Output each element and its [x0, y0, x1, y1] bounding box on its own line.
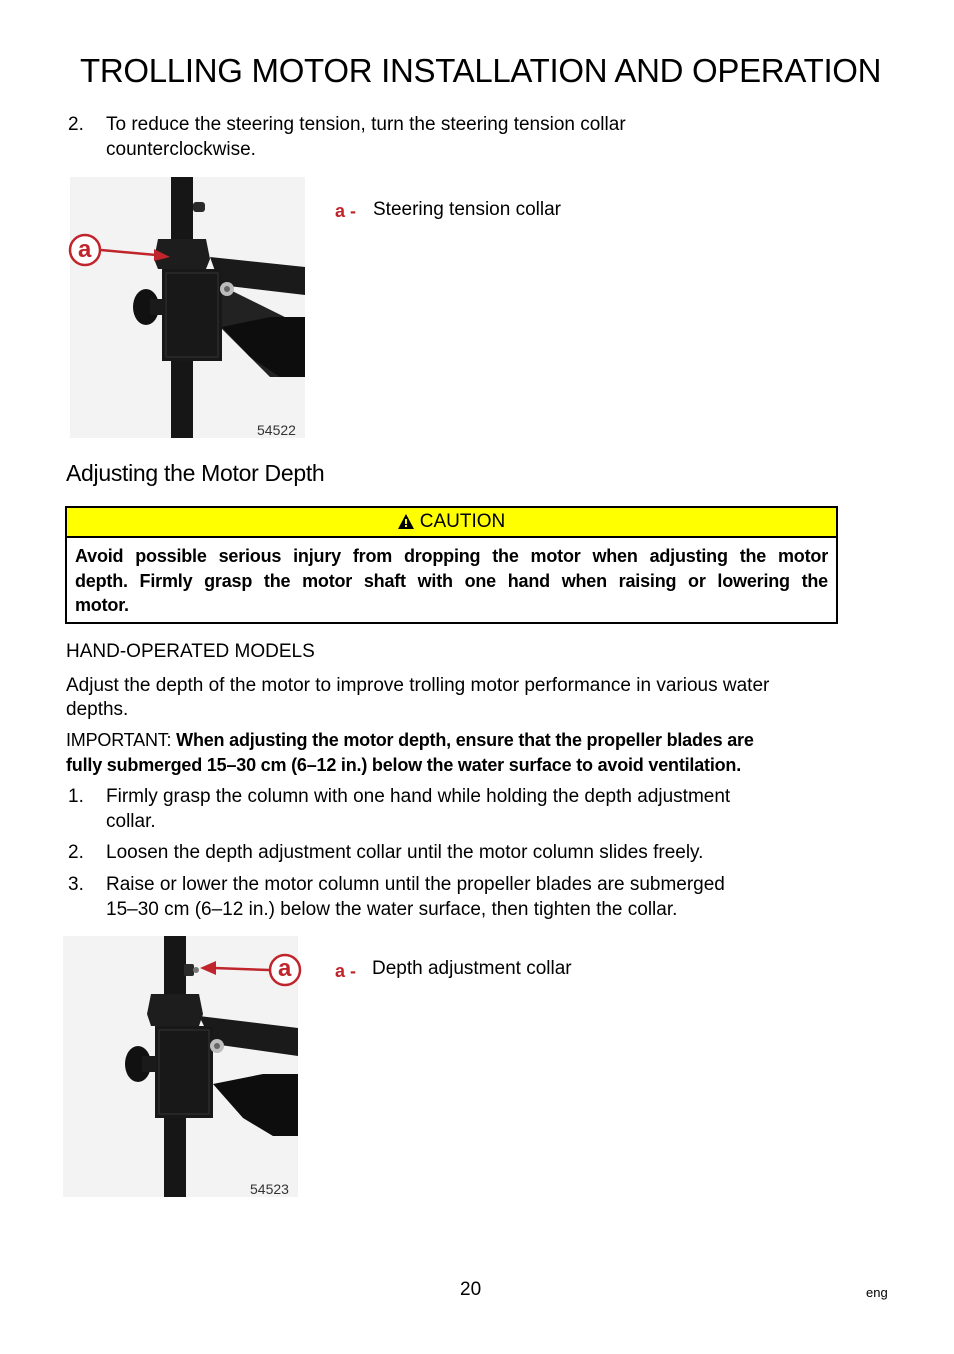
step-line: counterclockwise. [106, 139, 256, 160]
important-label: IMPORTANT: [66, 730, 172, 750]
caution-header [67, 508, 836, 538]
page-number: 20 [460, 1279, 482, 1300]
caution-title: CAUTION [419, 511, 506, 532]
caution-line: depth. Firmly grasp the motor shaft with one hand when raising or lowering the [75, 570, 828, 591]
caution-box [65, 506, 838, 624]
step-line: Loosen the depth adjustment collar until the motor column slides freely. [106, 842, 704, 863]
step-line: collar. [106, 811, 156, 832]
marker-letter: a [278, 955, 292, 982]
important-text: fully submerged 15–30 cm (6–12 in.) below the water surface to avoid ventilation. [66, 755, 742, 775]
callout-label: Depth adjustment collar [372, 958, 572, 979]
intro-line: depths. [66, 699, 129, 720]
important-note [66, 728, 836, 778]
caution-line: motor. [75, 595, 129, 615]
language-code: eng [866, 1285, 888, 1300]
intro-line: Adjust the depth of the motor to improve trolling motor performance in various water [66, 675, 770, 696]
caution-line: Avoid possible serious injury from dropping the motor when adjusting the motor [75, 546, 828, 566]
step-line: Firmly grasp the column with one hand while holding the depth adjustment [106, 786, 731, 807]
step-number: 1. [68, 786, 84, 807]
important-text: When adjusting the motor depth, ensure that the propeller blades are [176, 730, 754, 750]
figure-number: 54523 [250, 1181, 289, 1197]
callout-letter: a - [335, 961, 357, 981]
step-line: Raise or lower the motor column until the propeller blades are submerged [106, 874, 725, 895]
step-number: 2. [68, 842, 84, 863]
step-line: To reduce the steering tension, turn the steering tension collar [106, 114, 626, 135]
section-heading: Adjusting the Motor Depth [66, 460, 325, 486]
steps-list [68, 784, 808, 924]
figure-steering-collar [70, 177, 305, 438]
callout-letter: a - [335, 201, 357, 221]
step-line: 15–30 cm (6–12 in.) below the water surface, then tighten the collar. [106, 899, 678, 920]
figure-number: 54522 [257, 422, 296, 438]
warning-icon [398, 510, 414, 537]
page-title: TROLLING MOTOR INSTALLATION AND OPERATION [80, 52, 882, 89]
callout-label: Steering tension collar [373, 199, 561, 220]
motor-mount-illustration [70, 177, 305, 438]
step-number: 3. [68, 874, 84, 895]
step-number: 2. [68, 114, 84, 135]
marker-letter: a [78, 236, 92, 263]
caution-text [67, 538, 836, 618]
subsection-heading: HAND-OPERATED MODELS [66, 641, 315, 662]
